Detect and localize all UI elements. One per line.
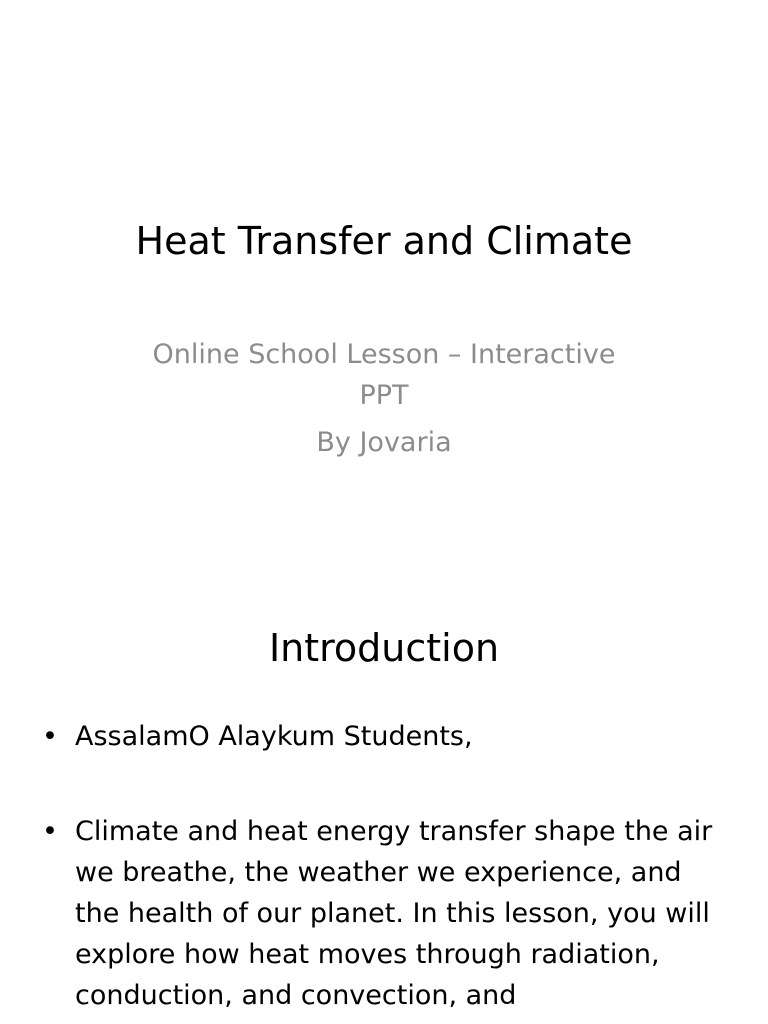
slide-title: Introduction: [268, 626, 500, 670]
subtitle-author-line: By Jovaria: [316, 427, 452, 458]
bullet-list: [42, 716, 732, 1024]
bullet-text: Climate and heat energy transfer shape the air we breathe, the weather we experience, and the health of our planet. In this lesson, you will explore how heat moves through radiation, conduction, and convection, and: [75, 816, 713, 1011]
bullet-icon: •: [42, 721, 58, 752]
slide-subtitle: [140, 334, 628, 469]
bullet-icon: •: [42, 816, 58, 847]
subtitle-lesson-line: Online School Lesson – Interactive PPT: [152, 339, 616, 411]
bullet-item: [42, 716, 732, 757]
bullet-text: AssalamO Alaykum Students,: [75, 721, 473, 752]
introduction-slide: [0, 576, 768, 1024]
slide-title: Heat Transfer and Climate: [135, 219, 633, 263]
bullet-item: [42, 811, 732, 1016]
